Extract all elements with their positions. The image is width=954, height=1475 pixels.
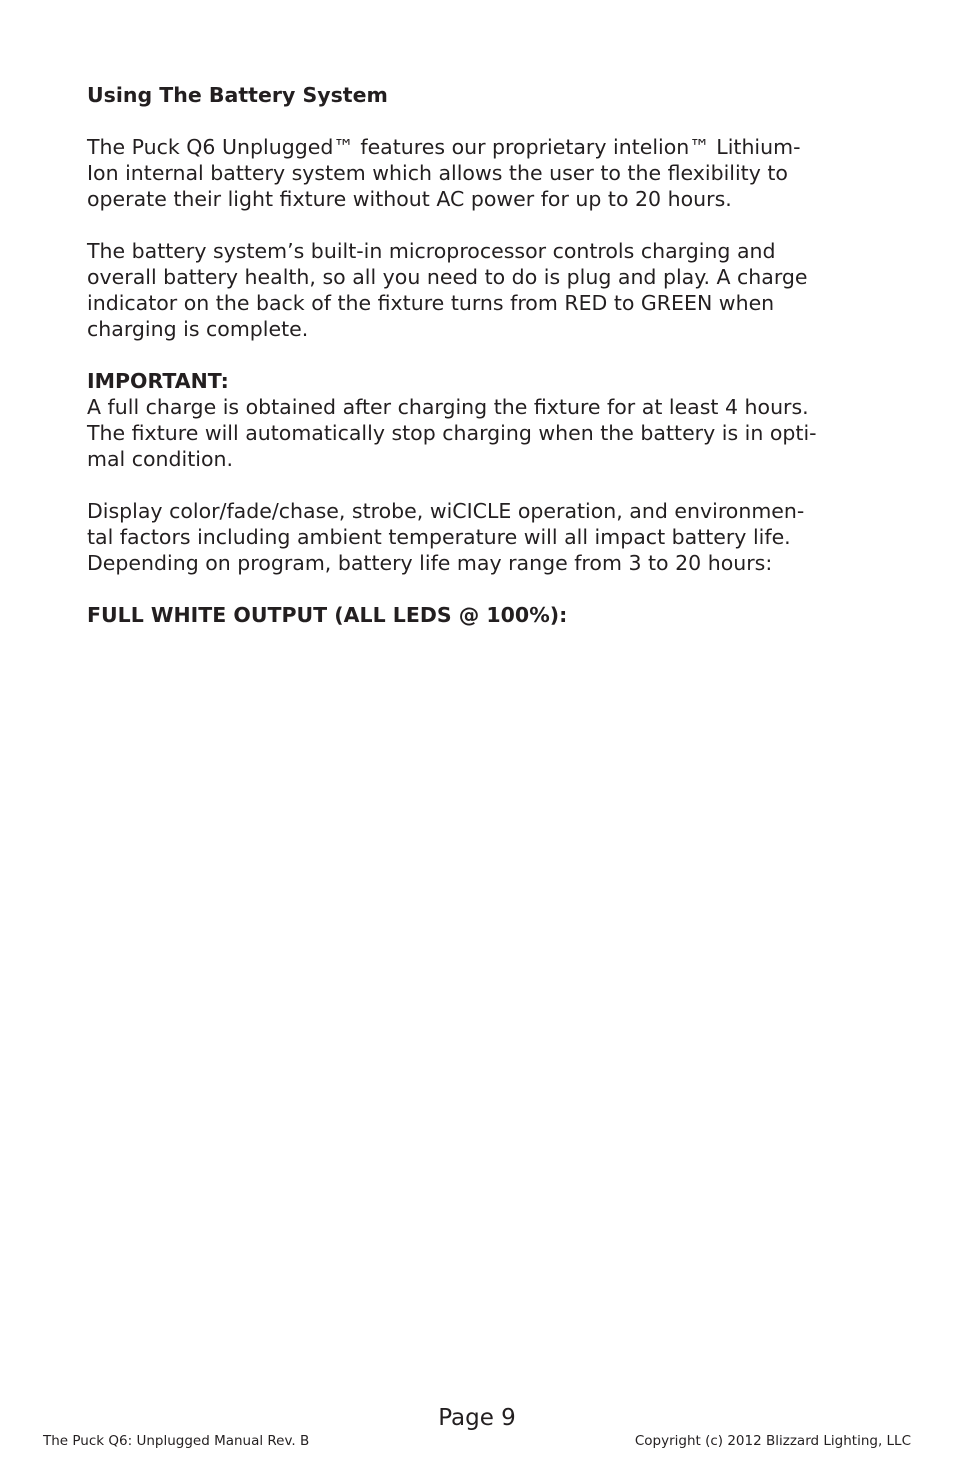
- output-heading: FULL WHITE OUTPUT (ALL LEDS @ 100%):: [87, 603, 568, 627]
- footer-copyright: Copyright (c) 2012 Blizzard Lighting, LLC: [634, 1433, 911, 1449]
- footer-manual-title: The Puck Q6: Unplugged Manual Rev. B: [43, 1433, 310, 1449]
- page-number: Page 9: [438, 1405, 516, 1431]
- intro-paragraph: The Puck Q6 Unplugged™ features our proprietary intelion™ Lithium- Ion internal battery system which allows the user to the flexibility to operate their light fixture without AC power for up to 20 hours.: [87, 135, 801, 211]
- factors-paragraph: Display color/fade/chase, strobe, wiCICLE operation, and environmen- tal factors including ambient temperature will all impact battery life. Depending on program, battery life may range from 3 to 20 hours:: [87, 499, 805, 575]
- important-paragraph: A full charge is obtained after charging the fixture for at least 4 hours. The fixture will automatically stop charging when the battery is in opti- mal condition.: [87, 395, 817, 471]
- page-body: [87, 82, 877, 628]
- section-title: Using The Battery System: [87, 83, 388, 107]
- important-block: [87, 368, 877, 472]
- microprocessor-paragraph: The battery system’s built-in microprocessor controls charging and overall battery health, so all you need to do is plug and play. A charge indicator on the back of the fixture turns from RED to GREEN when charging is complete.: [87, 239, 808, 341]
- important-label: IMPORTANT:: [87, 369, 229, 393]
